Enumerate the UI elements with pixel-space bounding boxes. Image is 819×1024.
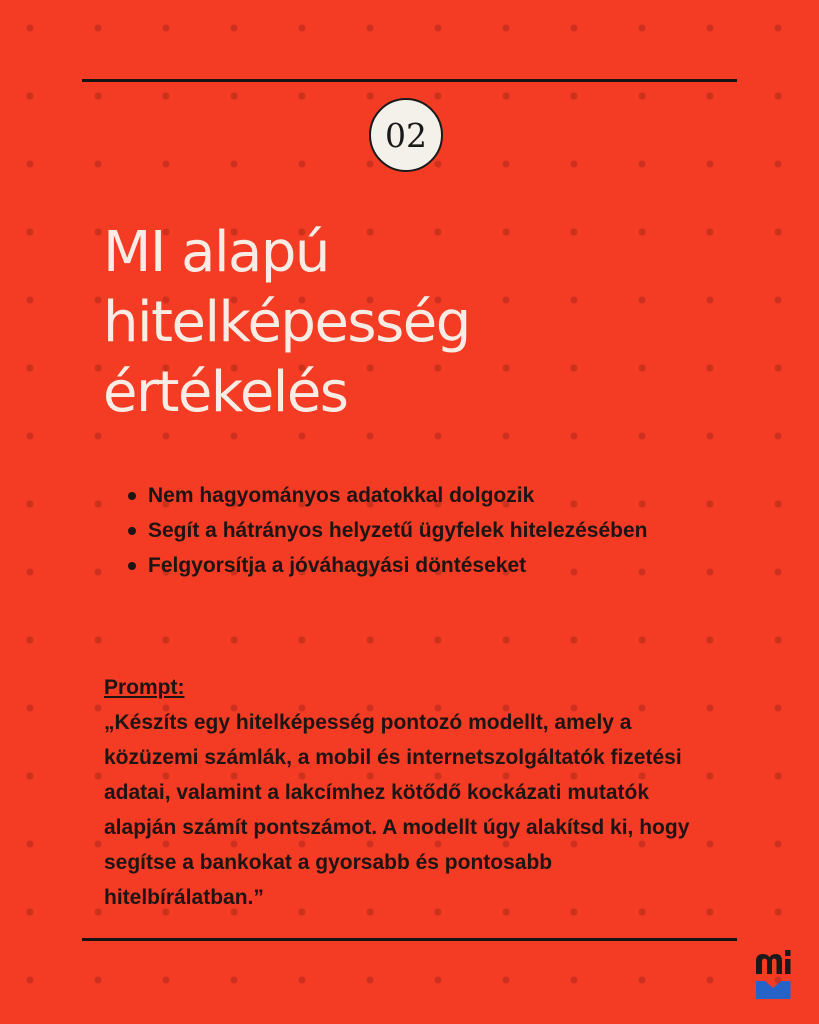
feature-item: Segít a hátrányos helyzetű ügyfelek hitelezésében bbox=[128, 513, 688, 548]
slide-number: 02 bbox=[385, 115, 427, 155]
slide-number-badge bbox=[369, 98, 443, 172]
title-line: MI alapú bbox=[103, 220, 329, 285]
top-divider bbox=[82, 79, 737, 82]
title-line: értékelés bbox=[103, 360, 348, 425]
prompt-label: Prompt: bbox=[104, 676, 185, 699]
bottom-divider bbox=[82, 938, 737, 941]
logo-accent-shape bbox=[756, 981, 791, 999]
logo-letter-i-stem bbox=[785, 959, 791, 974]
prompt-block bbox=[104, 670, 714, 915]
title-line: hitelképesség bbox=[103, 290, 470, 355]
feature-item: Felgyorsítja a jóváhagyási döntéseket bbox=[128, 548, 688, 583]
prompt-text: „Készíts egy hitelképesség pontozó modellt, amely a közüzemi számlák, a mobil és internetszolgáltatók fizetési adatai, valamint a lakcímhez kötődő kockázati mutatók alapján számít pontszámot. A modellt úgy alakítsd ki, hogy segítse a bankokat a gyorsabb és pontosabb hitelbírálatban.” bbox=[104, 711, 690, 909]
logo-letter-i-dot bbox=[785, 950, 791, 956]
feature-list bbox=[128, 478, 688, 583]
brand-logo-icon bbox=[754, 947, 792, 1001]
logo-letter-m bbox=[756, 954, 782, 974]
slide-title bbox=[103, 218, 753, 428]
feature-item: Nem hagyományos adatokkal dolgozik bbox=[128, 478, 688, 513]
